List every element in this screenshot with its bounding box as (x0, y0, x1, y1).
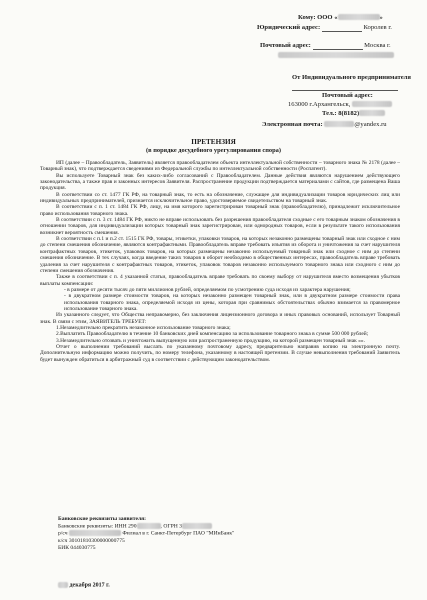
redacted-name (338, 14, 380, 20)
account-line: р/сч Филиал в г. Санкт-Петербург ПАО "МИнБанк" (58, 530, 235, 537)
paragraph: В соответствии со ст. 1477 ГК РФ, на товарный знак, то есть на обозначение, служащее для индивидуализации товаров юридических лиц или индивидуальных предпринимателей, признается исключительное право, удостоверяемое свидетельством на товарный знак. (40, 191, 400, 205)
list-item: - в размере от десяти тысяч до пяти миллионов рублей, определяемом по усмотрению суда исходя из характера нарушения; (64, 286, 351, 293)
postal-address-continuation (278, 52, 394, 60)
correspondent-account-line: к/сч 30101810300000000775 (58, 537, 125, 544)
to-line: Кому: ООО « » (298, 14, 383, 21)
redacted-inn (137, 523, 161, 529)
bank-details (58, 516, 358, 552)
redacted-street (352, 101, 392, 107)
from-line: От Индивидуального предпринимателя (292, 74, 411, 81)
bank-details-title: Банковские реквизиты заявителя: (58, 516, 147, 522)
legal-address-line: Юридический адрес: Королев г. (257, 24, 392, 31)
requirement-item: 3.Незамедлительно отозвать и уничтожить выпущенную или распространенную продукцию, на которой размещен товарный знак «». (56, 337, 365, 344)
list-item: - в двукратном размере стоимости товаров, на которых незаконно размещен товарный знак, или в двукратном размере стоимости права использования товарного знака, определяемой исходя из цены, которая при сравнимых обстоятельствах обычно взимается за правомерное использование товарного знака. (64, 293, 400, 312)
requirement-item: 2.Выплатить Правообладателю в течение 10 банковских дней компенсацию за использование товарного знака в сумме 500 000 рублей; (56, 331, 369, 338)
document-title: ПРЕТЕНЗИЯ (191, 138, 236, 146)
bik-line: БИК 044030775 (58, 544, 96, 551)
paragraph: Также в соответствии с п. 4 указанной статьи, правообладатель вправе требовать по своему выбору от нарушителя вместо возмещения убытков выплаты компенсации: (40, 274, 400, 287)
postal-address2-label-line: Почтовый адрес: (322, 92, 373, 99)
postal-address-line: Почтовый адрес: Москва г. (260, 42, 391, 49)
paragraph: В соответствии с п. 3 ст. 1484 ГК РФ, никто не вправе использовать без разрешения правообладателя сходные с его товарным знаком обозначения в отношении товаров, для индивидуализации которых товарный знак зарегистрирован, или однородных товаров, если в результате такого использования возникнет вероятность смешения. (40, 217, 400, 236)
claim-body (40, 160, 400, 363)
inn-ogrn-line: Банковские реквизиты: ИНН 290 , ОГРН 3 (58, 523, 358, 530)
redacted-ogrn (182, 523, 212, 529)
redacted-phone (359, 110, 385, 116)
email-line: Электронная почта: @yandex.ru (262, 121, 387, 128)
paragraph: Из указанного следует, что Общества неправомерно, без заключения лицензионного договора и иных правовых оснований, использует Товарный знак. В связи с этим, ЗАЯВИТЕЛЬ ТРЕБУЕТ: (40, 312, 400, 325)
paragraph: В соответствии с п.1 и п.2 ст. 1515 ГК РФ, товары, этикетки, упаковки товаров, на которых незаконно размещены товарный знак или сходное с ним до степени смешения обозначение, являются контрафактными. Правообладатель вправе требовать изъятия из оборота и уничтожения за счет нарушителя контрафактных товаров, этикеток, упаковок товаров, на которых размещены незаконно используемый товарный знак или сходное с ним до степени смешения обозначение. В тех случаях, когда введение таких товаров в оборот необходимо в общественных интересах, правообладатель вправе требовать удаления за счет нарушителя с контрафактных товаров, этикеток, упаковок товаров незаконно используемого товарного знака или сходного с ним до степени смешения обозначения. (40, 236, 400, 274)
redacted-address (278, 52, 394, 58)
paragraph: Отчет о выполнении требований выслать по указанному почтовому адресу, предварительно направив копию на электронную почту. Дополнительную информацию можно получить, по номеру телефона, указанному в настоящей претензии. В случае невыполнения требований Заявитель будет вынужден обратиться в арбитражный суд в соответствии с действующим законодательством. (40, 343, 400, 363)
paragraph: Вы используете Товарный знак без каких-либо согласований с Правообладателем. Данные действия являются нарушением действующего законодательства, а также прав и законных интересов Заявителя. Распространение продукции подтверждается материалами с сайтов, где размещена Ваша продукция. (40, 172, 400, 192)
document-date: декабря 2017 г. (58, 582, 110, 588)
redacted-day (58, 582, 68, 588)
document-subtitle: (в порядке досудебного урегулирования спора) (146, 147, 281, 154)
redacted-account (69, 530, 121, 536)
postal-address2-line: 163000 г.Архангельск, (288, 101, 392, 109)
tel-line: Тел.: 8(8182) (322, 110, 385, 118)
requirement-item: 1.Незамедлительно прекратить незаконное использование товарного знака; (56, 324, 231, 331)
paragraph: ИП (далее – Правообладатель, Заявитель) является правообладателем объекта интеллектуальной собственности – товарного знака № 2178 (далее – Товарный знак), что подтверждается сведениями из Федеральной службы по интеллектуальной собственности (Роспатент). (40, 160, 400, 173)
sender-name (292, 83, 398, 91)
redacted-email (324, 121, 354, 127)
paragraph: В соответствии с п. 1 ст. 1484 ГК РФ, лицу, на имя которого зарегистрирован товарный знак (правообладателю), принадлежит исключительное право использования товарного знака. (40, 204, 400, 217)
